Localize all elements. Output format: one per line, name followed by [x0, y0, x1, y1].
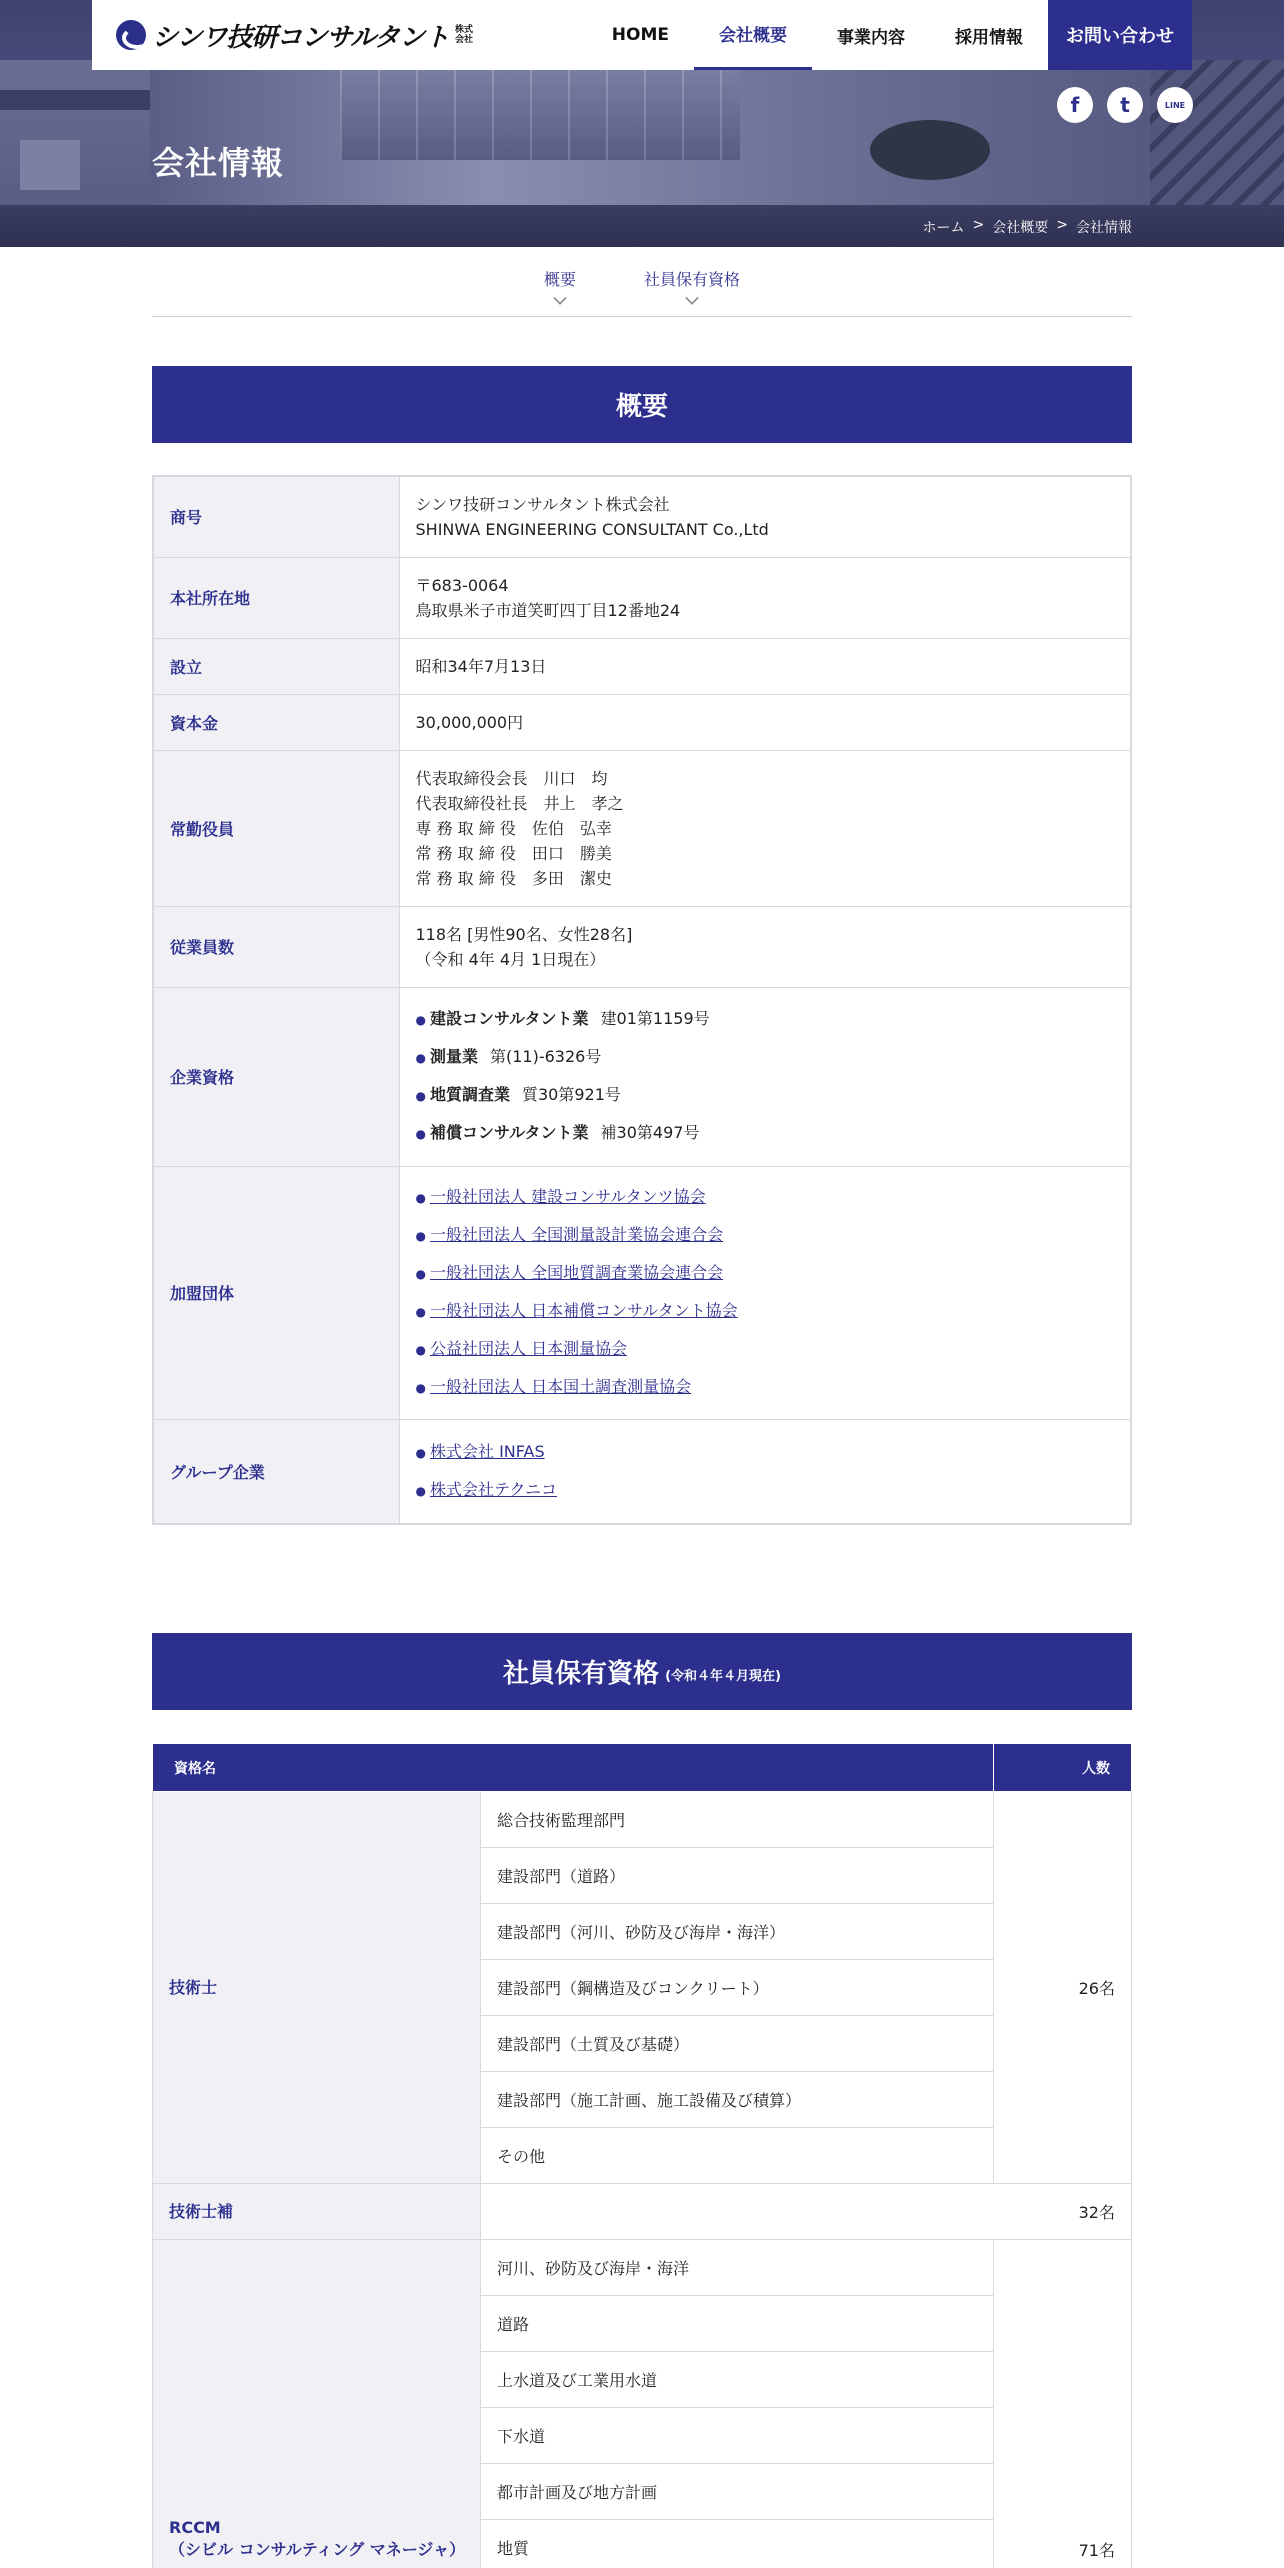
hero-photo-windows [340, 70, 740, 160]
group-company-link[interactable]: 株式会社 INFAS [429, 1441, 545, 1461]
breadcrumb-separator: > [972, 217, 985, 233]
rccm-label: RCCM [169, 2518, 221, 2537]
list-item [416, 1374, 1115, 1401]
address-line: 鳥取県米子市道笑町四丁目12番地24 [415, 600, 681, 620]
qualifications-heading [152, 1633, 1132, 1710]
breadcrumb-separator: > [1056, 217, 1068, 233]
postal-code: 〒683-0064 [415, 575, 509, 595]
field-cell: 都市計画及び地方計画 [481, 2464, 994, 2520]
officer: 代表取締役会長 川口 均 [415, 768, 608, 788]
chevron-down-icon [553, 291, 567, 305]
membership-link[interactable]: 一般社団法人 全国測量設計業協会連合会 [429, 1225, 724, 1244]
membership-link[interactable]: 一般社団法人 日本補償コンサルタント協会 [429, 1301, 738, 1320]
category-assistant: 技術士補 [153, 2184, 481, 2240]
count-cell: 26名 [994, 1792, 1132, 2184]
license-item [416, 1006, 1115, 1033]
table-row [153, 2184, 1132, 2240]
nav-company[interactable]: 会社概要 [694, 0, 812, 70]
address-value [399, 557, 1131, 638]
breadcrumb-company[interactable]: 会社概要 [992, 220, 1049, 236]
officers-value [399, 750, 1131, 906]
column-header-count: 人数 [994, 1744, 1132, 1792]
category-engineer: 技術士 [153, 1792, 481, 2184]
table-row [153, 1792, 1132, 1848]
contact-button[interactable]: お問い合わせ [1048, 0, 1192, 70]
license-name: 補償コンサルタント業 [429, 1123, 589, 1142]
field-cell: 建設部門（土質及び基礎） [481, 2016, 994, 2072]
overview-heading-text: 概要 [615, 392, 668, 422]
officer: 専 務 取 締 役 佐伯 弘幸 [415, 818, 612, 838]
row-label: 企業資格 [153, 987, 399, 1166]
membership-link[interactable]: 一般社団法人 全国地質調査業協会連合会 [429, 1263, 724, 1282]
field-cell: 上水道及び工業用水道 [481, 2352, 994, 2408]
field-cell: 河川、砂防及び海岸・海洋 [481, 2240, 994, 2296]
list-item [416, 1336, 1115, 1363]
licenses-value [399, 987, 1131, 1166]
list-item [416, 1477, 1115, 1504]
row-label: 加盟団体 [153, 1166, 399, 1419]
row-label: 本社所在地 [153, 557, 399, 638]
list-item [416, 1184, 1115, 1211]
nav-home[interactable]: HOME [611, 25, 669, 45]
company-name-en: SHINWA ENGINEERING CONSULTANT Co.,Ltd [415, 519, 769, 539]
field-cell: 下水道 [481, 2408, 994, 2464]
chevron-down-icon [685, 291, 699, 305]
logo-text: シンワ技研コンサルタント [152, 22, 450, 53]
site-logo[interactable] [116, 17, 475, 54]
logo-swoosh-icon [116, 20, 146, 50]
table-row [153, 638, 1131, 694]
qualifications-heading-note: (令和４年４月現在) [665, 1669, 781, 1684]
breadcrumb-current: 会社情報 [1076, 220, 1132, 236]
group-company-link[interactable]: 株式会社テクニコ [429, 1479, 558, 1499]
breadcrumb-home[interactable]: ホーム [922, 220, 965, 236]
qualifications-heading-text: 社員保有資格 [503, 1659, 660, 1689]
list-item [416, 1222, 1115, 1249]
field-cell: 建設部門（道路） [481, 1848, 994, 1904]
license-number: 補30第497号 [600, 1123, 700, 1142]
table-header-row [153, 1744, 1132, 1792]
table-row [153, 1166, 1131, 1419]
row-label: 常勤役員 [153, 750, 399, 906]
license-number: 質30第921号 [522, 1085, 621, 1104]
field-cell: 地質 [481, 2520, 994, 2568]
memberships-value [399, 1166, 1131, 1419]
employees-value [399, 906, 1131, 987]
field-cell: 道路 [481, 2296, 994, 2352]
list-item [416, 1439, 1115, 1466]
license-item [416, 1082, 1115, 1109]
subnav-qualifications[interactable] [644, 267, 740, 316]
license-number: 建01第1159号 [600, 1009, 710, 1028]
subnav-overview[interactable] [544, 267, 576, 316]
founded-value: 昭和34年7月13日 [399, 638, 1131, 694]
membership-link[interactable]: 一般社団法人 日本国土調査測量協会 [429, 1377, 692, 1396]
sub-nav [152, 247, 1132, 317]
category-rccm [153, 2240, 481, 2568]
overview-heading [152, 366, 1132, 443]
count-cell: 71名 [994, 2240, 1132, 2568]
table-row [153, 987, 1131, 1166]
row-label: 従業員数 [153, 906, 399, 987]
table-row [153, 906, 1131, 987]
membership-link[interactable]: 公益社団法人 日本測量協会 [429, 1339, 628, 1358]
nav-business[interactable]: 事業内容 [837, 27, 905, 48]
list-item [416, 1298, 1115, 1325]
social-links [1057, 87, 1193, 123]
company-info-table [152, 475, 1132, 1525]
company-name-jp: シンワ技研コンサルタント株式会社 [415, 494, 670, 514]
license-item [416, 1044, 1115, 1071]
field-cell: その他 [481, 2128, 994, 2184]
table-row [153, 694, 1131, 750]
employee-count: 118名 [男性90名、女性28名] [415, 924, 633, 944]
row-label: 設立 [153, 638, 399, 694]
table-row [153, 1419, 1131, 1524]
table-row [153, 2240, 1132, 2296]
table-row [153, 750, 1131, 906]
logo-sub-text: 株式会社 [455, 25, 474, 45]
field-cell: 建設部門（鋼構造及びコンクリート） [481, 1960, 994, 2016]
facebook-icon[interactable]: f [1057, 87, 1093, 123]
officer: 常 務 取 締 役 田口 勝美 [415, 843, 612, 863]
main-nav [587, 0, 1192, 70]
rccm-label-full: （シビル コンサルティング マネージャ） [169, 2540, 466, 2559]
nav-recruit[interactable]: 採用情報 [955, 27, 1023, 48]
capital-value: 30,000,000円 [399, 694, 1131, 750]
membership-link[interactable]: 一般社団法人 建設コンサルタンツ協会 [429, 1187, 706, 1206]
license-name: 地質調査業 [429, 1085, 510, 1104]
officer: 代表取締役社長 井上 孝之 [415, 793, 624, 813]
officer: 常 務 取 締 役 多田 潔史 [415, 868, 612, 888]
qualifications-table [152, 1743, 1132, 2568]
subnav-overview-label: 概要 [543, 270, 576, 289]
page-title: 会社情報 [152, 144, 285, 182]
subnav-qualifications-label: 社員保有資格 [644, 270, 741, 289]
site-header [92, 0, 1192, 70]
table-row [153, 476, 1131, 557]
license-name: 建設コンサルタント業 [429, 1009, 589, 1028]
employee-date: （令和 4年 4月 1日現在） [415, 949, 606, 969]
row-label: 商号 [153, 476, 399, 557]
license-name: 測量業 [429, 1047, 478, 1066]
company-name-value [399, 476, 1131, 557]
license-number: 第(11)-6326号 [490, 1047, 602, 1066]
count-cell: 32名 [481, 2184, 1132, 2240]
list-item [416, 1260, 1115, 1287]
line-icon[interactable]: LINE [1157, 87, 1193, 123]
hero-photo-tree [870, 120, 990, 180]
field-cell: 建設部門（河川、砂防及び海岸・海洋） [481, 1904, 994, 1960]
column-header-name: 資格名 [153, 1744, 994, 1792]
group-value [399, 1419, 1131, 1524]
breadcrumb [923, 217, 1132, 237]
twitter-icon[interactable]: t [1107, 87, 1143, 123]
table-row [153, 557, 1131, 638]
row-label: グループ企業 [153, 1419, 399, 1524]
field-cell: 総合技術監理部門 [481, 1792, 994, 1848]
row-label: 資本金 [153, 694, 399, 750]
field-cell: 建設部門（施工計画、施工設備及び積算） [481, 2072, 994, 2128]
license-item [416, 1120, 1115, 1147]
